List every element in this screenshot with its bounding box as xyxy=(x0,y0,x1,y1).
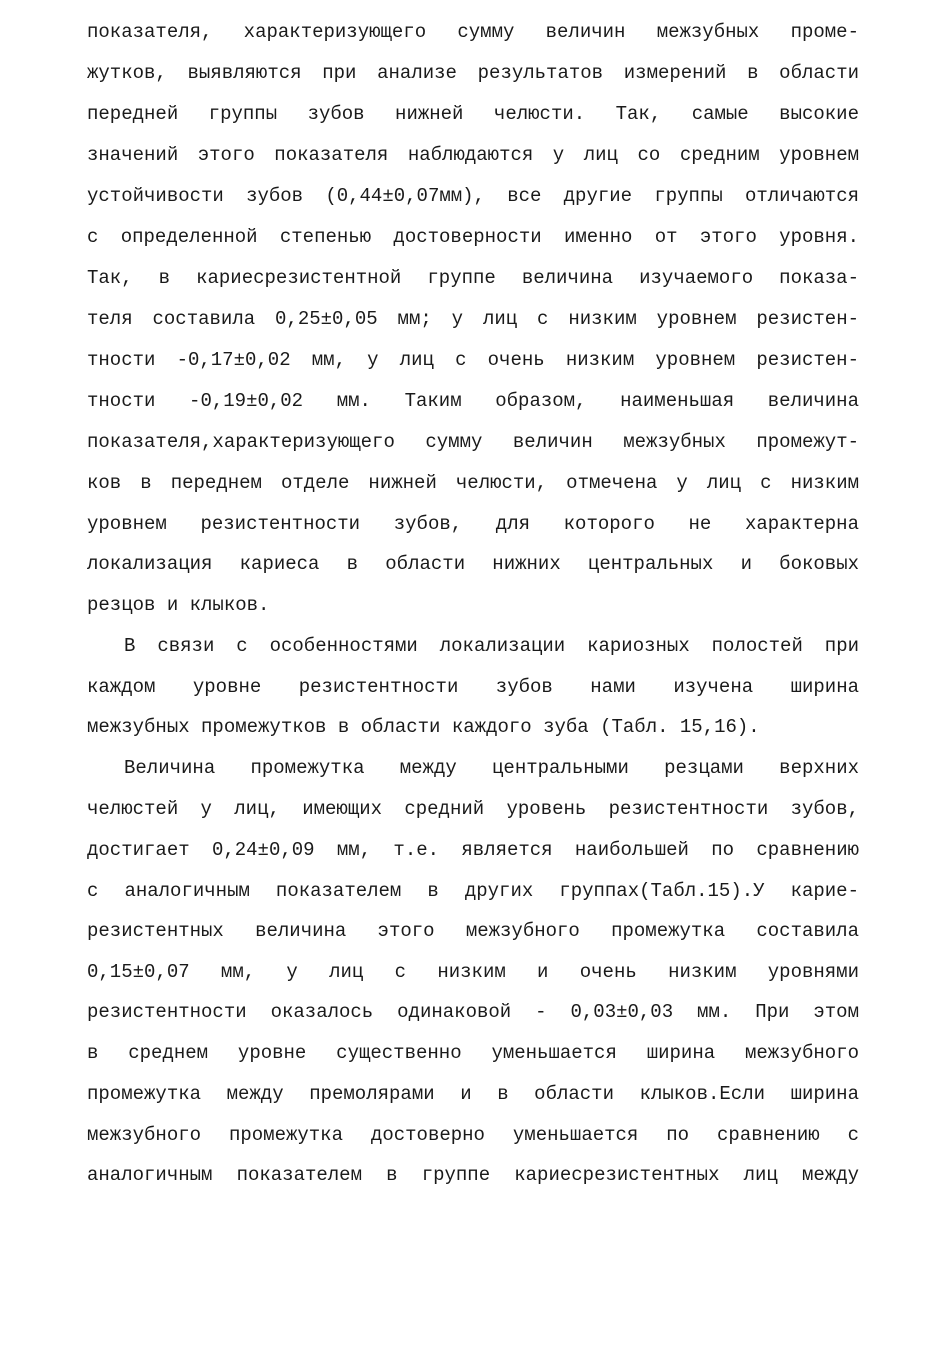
text-line: значений этого показателя наблюдаются у лиц со средним уровнем xyxy=(87,144,859,166)
text-line: резистентных величина этого межзубного промежутка составила xyxy=(87,920,859,942)
text-line: тности -0,17±0,02 мм, у лиц с очень низким уровнем резистен- xyxy=(87,349,859,371)
text-line: жутков, выявляются при анализе результатов измерений в области xyxy=(87,62,859,84)
text-line: челюстей у лиц, имеющих средний уровень резистентности зубов, xyxy=(87,798,859,820)
text-line: передней группы зубов нижней челюсти. Так, самые высокие xyxy=(87,103,859,125)
text-line: тности -0,19±0,02 мм. Таким образом, наименьшая величина xyxy=(87,390,859,412)
text-line: показателя, характеризующего сумму величин межзубных проме- xyxy=(87,21,859,43)
text-line: Величина промежутка между центральными резцами верхних xyxy=(124,757,859,779)
text-line: межзубного промежутка достоверно уменьшается по сравнению с xyxy=(87,1124,859,1146)
text-line: резцов и клыков. xyxy=(87,594,270,616)
text-line: В связи с особенностями локализации кариозных полостей при xyxy=(124,635,859,657)
text-line: резистентности оказалось одинаковой - 0,03±0,03 мм. При этом xyxy=(87,1001,859,1023)
text-line: каждом уровне резистентности зубов нами изучена ширина xyxy=(87,676,859,698)
text-line: устойчивости зубов (0,44±0,07мм), все другие группы отличаются xyxy=(87,185,859,207)
text-line: межзубных промежутков в области каждого зуба (Табл. 15,16). xyxy=(87,716,760,738)
text-line: теля составила 0,25±0,05 мм; у лиц с низким уровнем резистен- xyxy=(87,308,859,330)
text-line: Так, в кариесрезистентной группе величина изучаемого показа- xyxy=(87,267,859,289)
text-line: в среднем уровне существенно уменьшается ширина межзубного xyxy=(87,1042,859,1064)
text-line: показателя,характеризующего сумму величин межзубных промежут- xyxy=(87,431,859,453)
text-line: локализация кариеса в области нижних центральных и боковых xyxy=(87,553,859,575)
text-line: достигает 0,24±0,09 мм, т.е. является наибольшей по сравнению xyxy=(87,839,859,861)
text-line: уровнем резистентности зубов, для которого не характерна xyxy=(87,513,859,535)
text-line: ков в переднем отделе нижней челюсти, отмечена у лиц с низким xyxy=(87,472,859,494)
text-line: с определенной степенью достоверности именно от этого уровня. xyxy=(87,226,859,248)
text-line: 0,15±0,07 мм, у лиц с низким и очень низким уровнями xyxy=(87,961,859,983)
text-line: аналогичным показателем в группе кариесрезистентных лиц между xyxy=(87,1164,859,1186)
text-line: промежутка между премолярами и в области клыков.Если ширина xyxy=(87,1083,859,1105)
text-line: с аналогичным показателем в других группах(Табл.15).У карие- xyxy=(87,880,859,902)
